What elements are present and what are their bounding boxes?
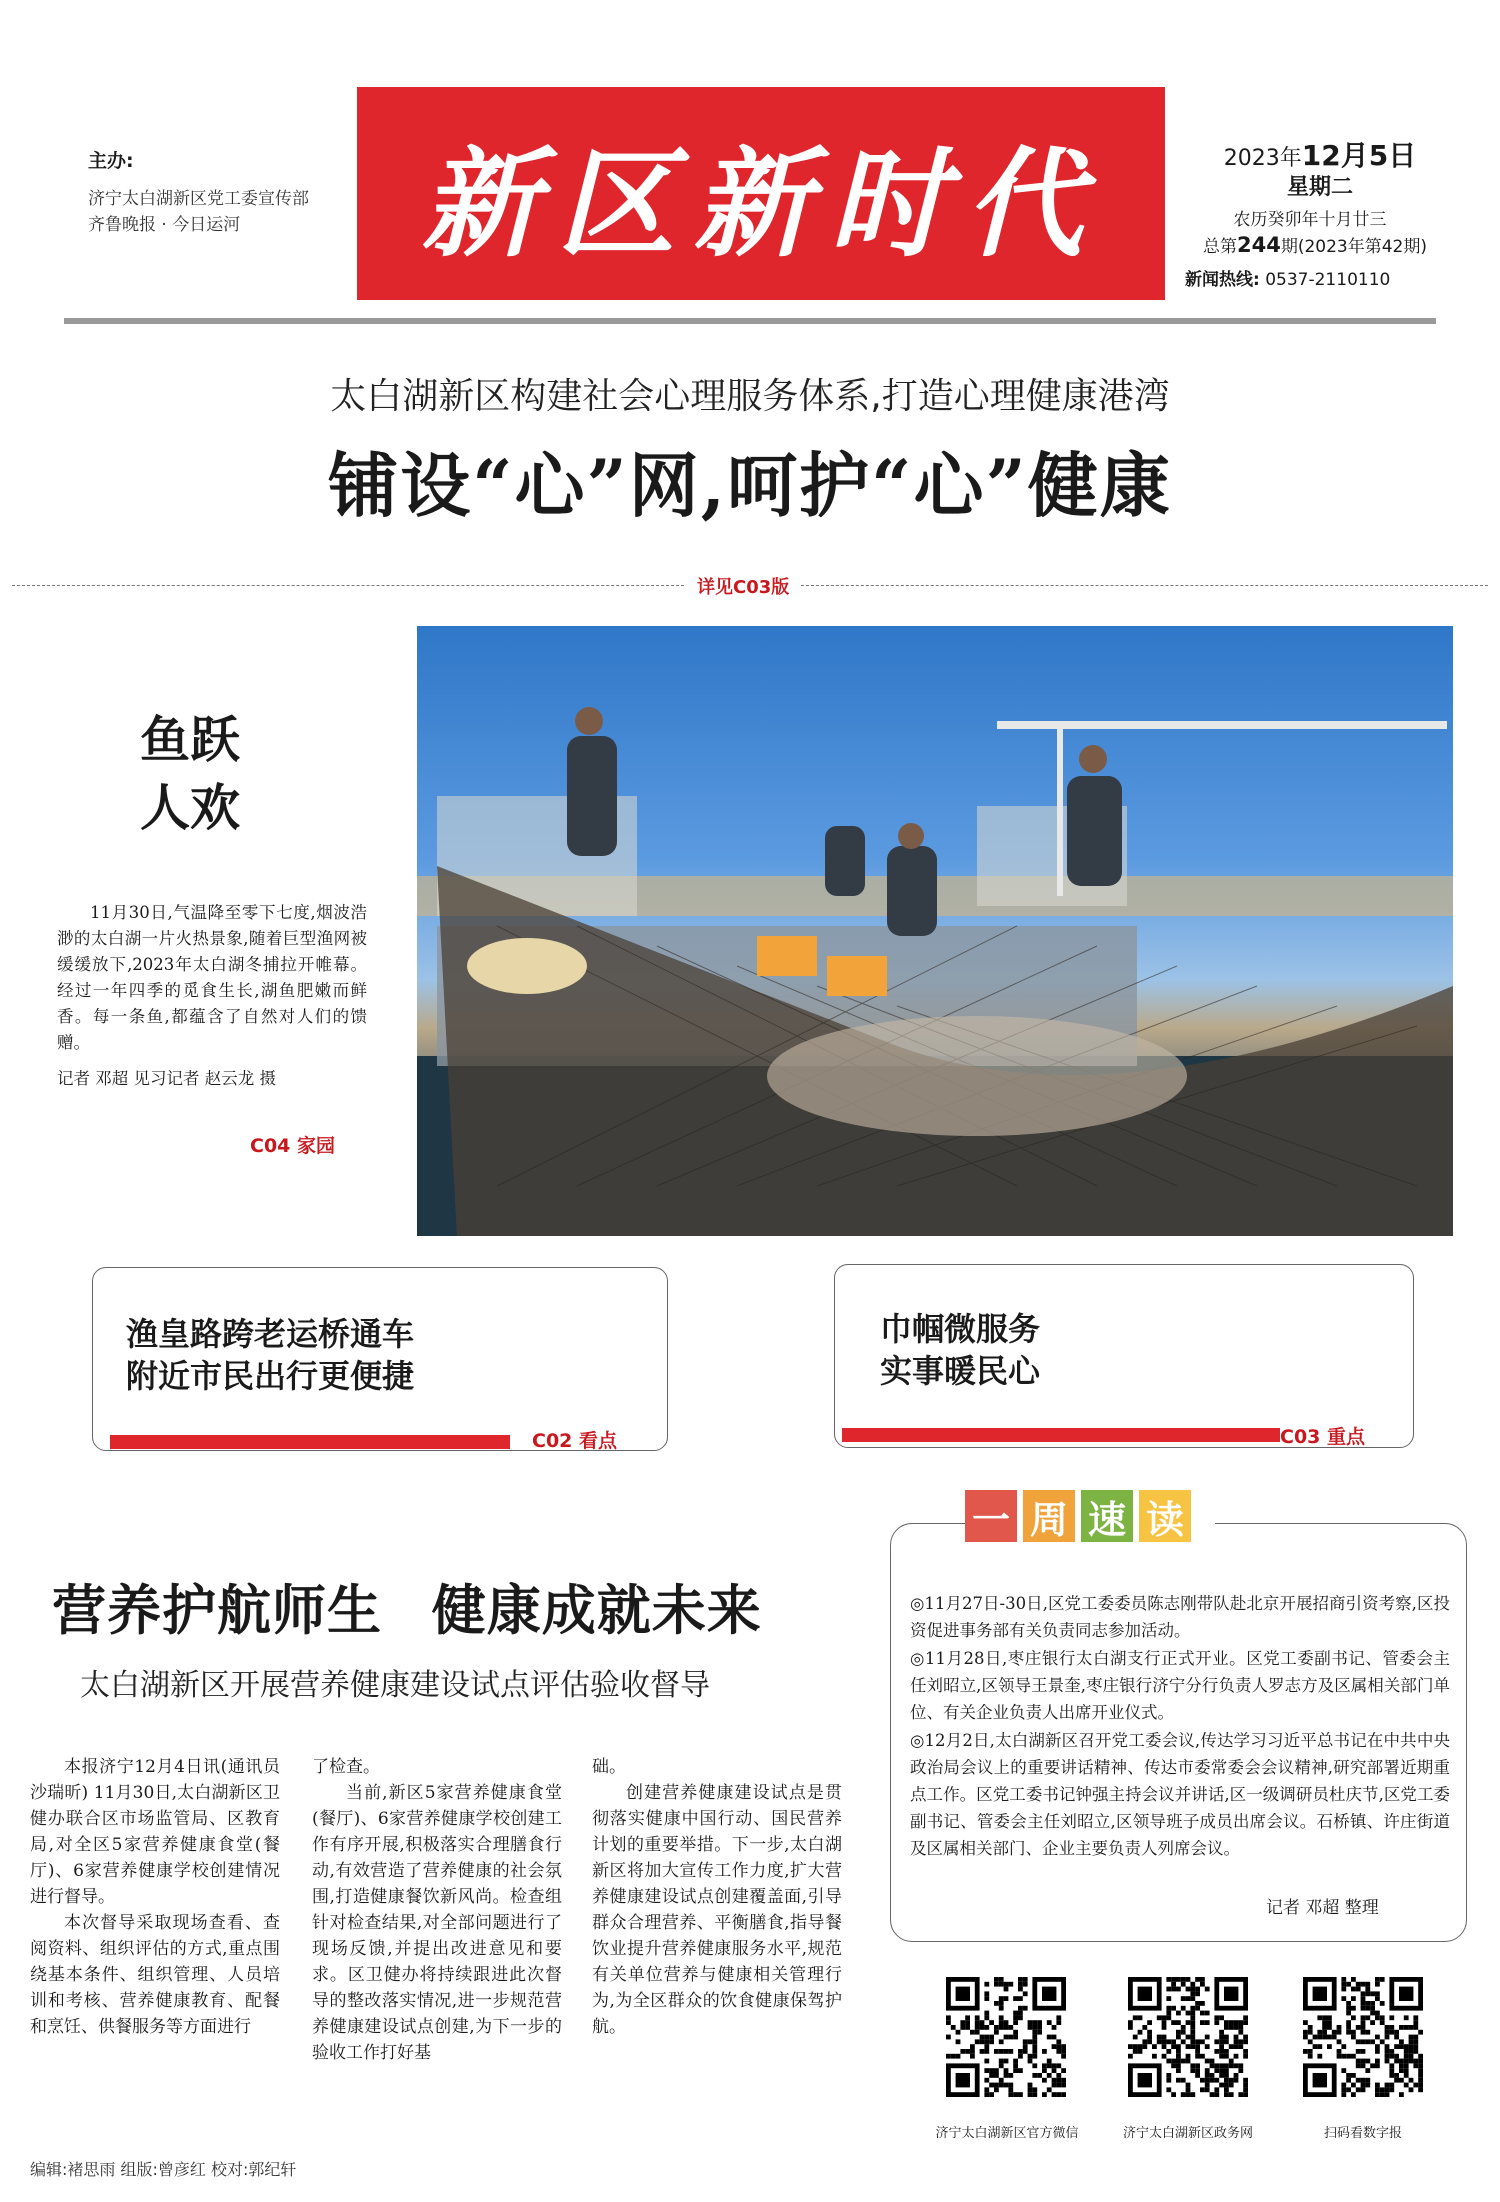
teaser-title <box>880 1308 1040 1392</box>
see-page-link[interactable]: 详见C03版 <box>685 573 801 599</box>
dateline <box>1190 134 1450 174</box>
badge-char: 一 <box>965 1490 1017 1542</box>
weekly-item: ◎11月27日-30日,区党工委委员陈志刚带队赴北京开展招商引资考察,区投资促进事务部有关负责同志参加活动。 <box>910 1594 1450 1640</box>
teaser-accent-bar <box>842 1428 1280 1442</box>
article-paragraph: 当前,新区5家营养健康食堂(餐厅)、6家营养健康学校创建工作有序开展,积极落实合理膳食行动,有效营造了营养健康的社会氛围,打造健康餐饮新风尚。检查组针对检查结果,对全部问题进行了现场反馈,并提出改进意见和要求。区卫健办将持续跟进此次督导的整改落实情况,进一步规范营养健康建设试点创建,为下一步的验收工作打好基 <box>312 1783 562 2063</box>
teaser-accent-bar <box>110 1435 510 1449</box>
teaser-title-line: 实事暖民心 <box>880 1352 1041 1390</box>
qr-code[interactable] <box>1128 1977 1248 2097</box>
lead-kicker: 太白湖新区构建社会心理服务体系,打造心理健康港湾 <box>330 376 1170 417</box>
article-paragraph: 本报济宁12月4日讯(通讯员 沙瑞昕) 11月30日,太白湖新区卫健办联合区市场监管局、区教育局,对全区5家营养健康食堂(餐厅)、6家营养健康学校创建情况进行督导。 <box>30 1757 280 1907</box>
qr-label: 济宁太白湖新区政务网 <box>1122 2126 1253 2141</box>
fishing-photo <box>417 626 1453 1236</box>
organizer-line: 济宁太白湖新区党工委宣传部 <box>88 189 309 209</box>
weekly-item: ◎11月28日,枣庄银行太白湖支行正式开业。区党工委副书记、管委会主任刘昭立,区领导王景奎,枣庄银行济宁分行负责人罗志方及区属相关部门单位、有关企业负责人出席开业仪式。 <box>910 1649 1450 1722</box>
hotline-label: 新闻热线: <box>1185 270 1260 290</box>
organizer-line: 齐鲁晚报 · 今日运河 <box>88 215 241 235</box>
editor-credits: 编辑:褚思雨 组版:曾彦红 校对:郭纪轩 <box>30 2160 297 2179</box>
badge-char: 读 <box>1139 1490 1191 1542</box>
article-column-1 <box>30 1754 280 2040</box>
article-column-3 <box>592 1754 842 2040</box>
photo-page-ref[interactable]: C04 家园 <box>250 1135 335 1157</box>
lead-headline: 铺设“心”网,呵护“心”健康 <box>328 444 1172 527</box>
date-month-day: 12月5日 <box>1301 139 1417 172</box>
teaser-title-line: 巾帼微服务 <box>880 1310 1041 1348</box>
article-column-2 <box>312 1754 562 2066</box>
lunar-date: 农历癸卯年十月廿三 <box>1233 210 1387 230</box>
hotline-number: 0537-2110110 <box>1265 270 1391 290</box>
qr-code[interactable] <box>946 1977 1066 2097</box>
qr-label: 济宁太白湖新区官方微信 <box>935 2126 1079 2141</box>
teaser-title <box>126 1313 414 1397</box>
qr-label: 扫码看数字报 <box>1323 2126 1402 2141</box>
weekday: 星期二 <box>1286 175 1353 200</box>
article-paragraph: 了检查。 <box>312 1757 380 1777</box>
teaser-page-ref[interactable]: C03 重点 <box>1280 1426 1365 1448</box>
masthead-rule <box>64 318 1436 324</box>
badge-char: 速 <box>1081 1490 1133 1542</box>
weekly-credit: 记者 邓超 整理 <box>1266 1898 1379 1918</box>
qr-pattern <box>1303 1977 1423 2097</box>
photo-caption: 11月30日,气温降至零下七度,烟波浩渺的太白湖一片火热景象,随着巨型渔网被缓缓放下,2023年太白湖冬捕拉开帷幕。经过一年四季的觅食生长,湖鱼肥嫩而鲜香。每一条鱼,都蕴含了自然对人们的馈赠。 <box>57 903 367 1052</box>
article-paragraph: 创建营养健康建设试点是贯彻落实健康中国行动、国民营养计划的重要举措。下一步,太白湖新区将加大宣传工作力度,扩大营养健康建设试点创建覆盖面,引导群众合理营养、平衡膳食,指导餐饮业提升营养健康服务水平,规范有关单位营养与健康相关管理行为,为全区群众的饮食健康保驾护航。 <box>592 1783 842 2037</box>
issue-number <box>1180 232 1450 257</box>
article-paragraph: 本次督导采取现场查看、查阅资料、组织评估的方式,重点围绕基本条件、组织管理、人员培训和考核、营养健康教育、配餐和烹饪、供餐服务等方面进行 <box>30 1913 280 2037</box>
article-headline: 营养护航师生 健康成就未来 <box>52 1578 762 1642</box>
teaser-page-ref[interactable]: C02 看点 <box>532 1430 617 1452</box>
teaser-title-line: 附近市民出行更便捷 <box>126 1357 415 1395</box>
photo-credit: 记者 邓超 见习记者 赵云龙 摄 <box>57 1069 276 1088</box>
organizer-title: 主办: <box>88 150 134 172</box>
qr-pattern <box>946 1977 1066 2097</box>
masthead-logo: 新区新时代 <box>357 87 1165 300</box>
article-paragraph: 础。 <box>592 1757 626 1777</box>
article-subheadline: 太白湖新区开展营养健康建设试点评估验收督导 <box>80 1668 710 1703</box>
photo-title-line: 鱼跃 <box>140 710 240 769</box>
qr-pattern <box>1128 1977 1248 2097</box>
photo-story-title <box>140 706 240 842</box>
photo-title-line: 人欢 <box>140 778 240 837</box>
badge-char: 周 <box>1023 1490 1075 1542</box>
issue-prefix: 总第 <box>1202 237 1237 257</box>
news-hotline <box>1185 265 1390 290</box>
teaser-title-line: 渔皇路跨老运桥通车 <box>126 1315 415 1353</box>
fishing-scene-illustration <box>417 626 1453 1236</box>
issue-suffix: 期(2023年第42期) <box>1280 237 1427 257</box>
date-year: 2023年 <box>1223 146 1302 171</box>
weekly-item: ◎12月2日,太白湖新区召开党工委会议,传达学习习近平总书记在中共中央政治局会议上的重要讲话精神、传达市委常委会会议精神,研究部署近期重点工作。区党工委书记钟强主持会议并讲话,区一级调研员杜庆节,区党工委副书记、管委会主任刘昭立,区领导班子成员出席会议。石桥镇、许庄街道及区属相关部门、企业主要负责人列席会议。 <box>910 1731 1450 1858</box>
qr-code[interactable] <box>1303 1977 1423 2097</box>
issue-no: 244 <box>1236 233 1281 257</box>
weekly-digest-badge <box>965 1490 1215 1554</box>
